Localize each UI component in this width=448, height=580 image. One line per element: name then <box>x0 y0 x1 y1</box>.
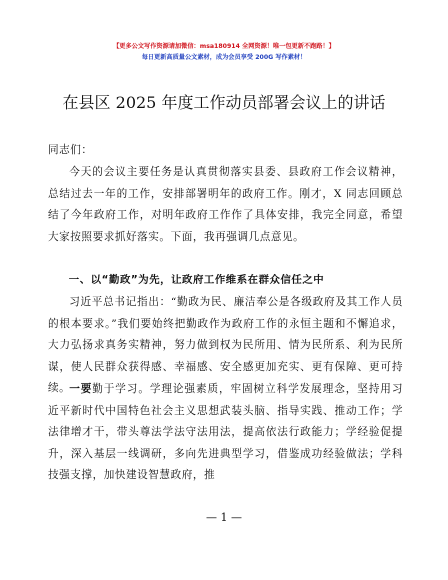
paragraph-quote: 习近平总书记指出：“勤政为民、廉洁奉公是各级政府及其工作人员的根本要求。”我们要始终把勤政作为政府工作的永恒主题和不懈追求，大力弘扬求真务实精神，努力做到权为民所用、情为民所系、利为民所谋，使人民群众获得感、幸福感、安全感更加充实、更有保障、更可持续。 <box>48 296 403 395</box>
section-heading-1: 一、以“勤政”为先，让政府工作维系在群众信任之中 <box>68 274 325 286</box>
paragraph-intro: 今天的会议主要任务是认真贯彻落实县委、县政府工作会议精神，总结过去一年的工作，安排部署明年的政府工作。刚才，X 同志回顾总结了今年政府工作，对明年政府工作作了具体安排，我完全同意，希望大家按照要求抓好落实。下面，我再强调几点意见。 <box>48 166 403 243</box>
paragraph-lead-bold: 一要 <box>69 383 93 395</box>
paragraph-study <box>48 379 403 487</box>
document-title: 在县区 2025 年度工作动员部署会议上的讲话 <box>62 93 386 112</box>
promo-banner-line-2: 每日更新高质量公文素材，成为会员享受 200G 写作素材！ <box>141 54 307 61</box>
paragraph-body: 勤于学习。学理论强素质，牢固树立科学发展理念，坚持用习近平新时代中国特色社会主义思想武装头脑、指导实践、推动工作；学法律增才干，带头尊法学法守法用法，提高依法行政能力；学经验促提升，深入基层一线调研，多向先进典型学习，借鉴成功经验做法；学科技强支撑，加快建设智慧政府，推 <box>48 383 403 482</box>
promo-banner-line-1: 【更多公文写作资源请加微信：msa180914 全网资源！唯一包更新不跑路！】 <box>113 43 335 50</box>
page-number: — 1 — <box>206 511 242 524</box>
greeting: 同志们： <box>48 144 93 156</box>
